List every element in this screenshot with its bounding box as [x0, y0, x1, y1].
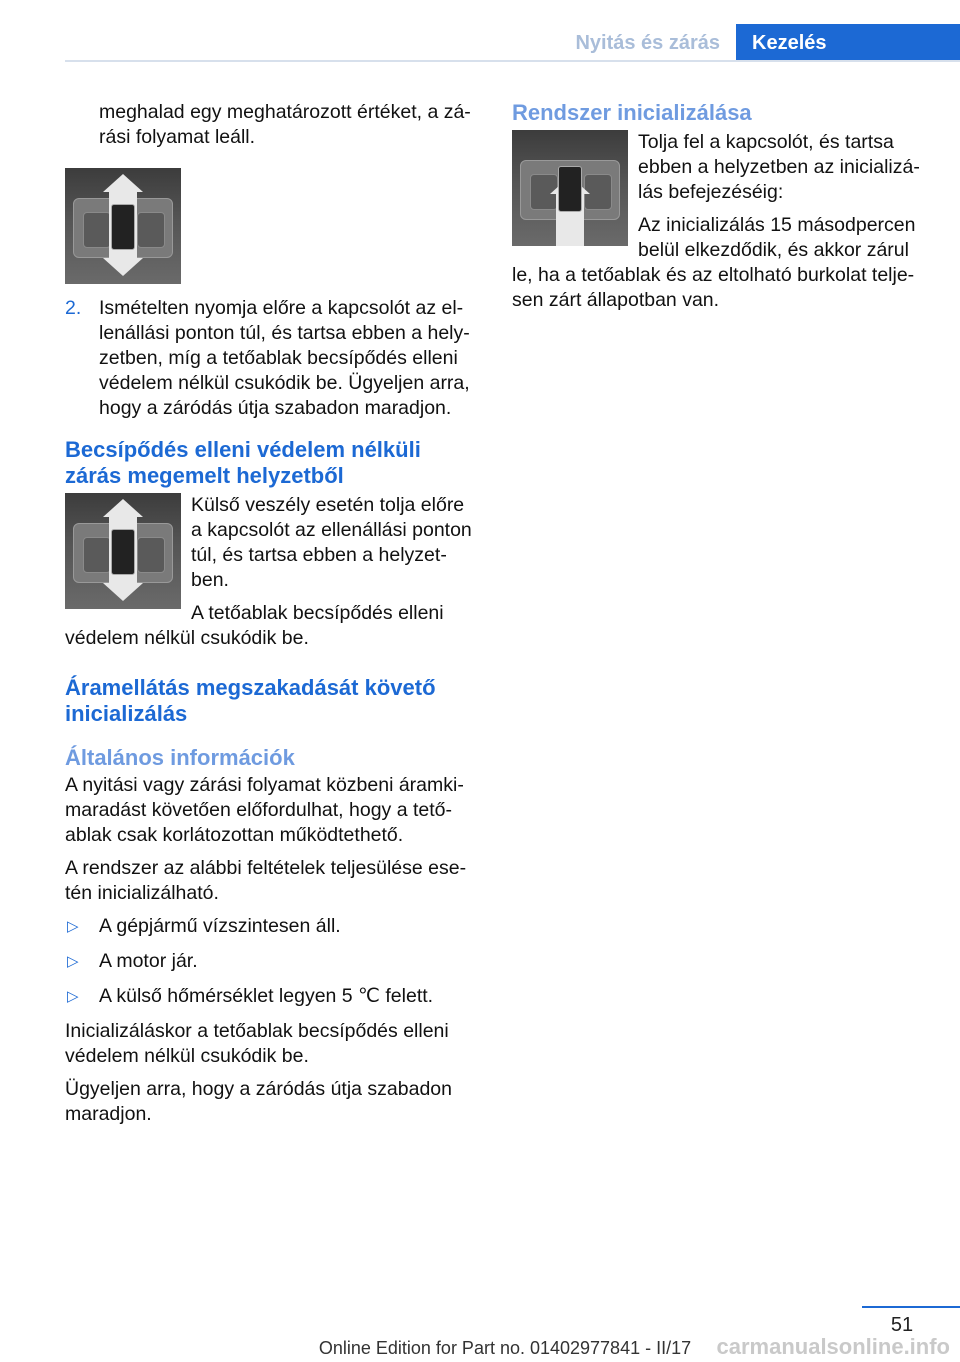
no-pinch-paragraph-2: A tetőablak becsípődés elleni védelem nélkül csukódik be.	[65, 602, 444, 649]
footer-divider	[862, 1306, 960, 1308]
intro-text: meghalad egy meghatározott értéket, a zá‐ rási folyamat leáll.	[99, 101, 471, 148]
condition-list	[65, 914, 477, 1009]
triangle-bullet-icon: ▷	[67, 918, 79, 935]
page-number: 51	[890, 1314, 914, 1336]
general-paragraph-2: A rendszer az alábbi feltételek teljesülése ese‐ tén inicializálható.	[65, 857, 467, 904]
right-column	[512, 100, 924, 321]
list-item: ▷ A külső hőmérséklet legyen 5 ℃ felett.	[67, 985, 434, 1007]
list-item: ▷ A motor jár.	[67, 950, 198, 972]
switch-up-down-illustration	[65, 493, 181, 609]
init-paragraph-1: Tolja fel a kapcsolót, és tartsa ebben a helyzetben az inicializá‐ lás befejezéséig:	[638, 131, 920, 203]
heading-general-info: Általános információk	[65, 745, 295, 770]
edition-note: Online Edition for Part no. 01402977841 - II/17	[318, 1338, 692, 1358]
header-chapter-tab: Kezelés	[736, 24, 960, 62]
step-list	[65, 296, 477, 421]
general-paragraph-3: Inicializáláskor a tetőablak becsípődés elleni védelem nélkül csukódik be.	[65, 1020, 449, 1067]
heading-no-pinch-protection: Becsípődés elleni védelem nélküli zárás megemelt helyzetből	[65, 437, 421, 488]
switch-up-down-illustration	[65, 168, 181, 284]
switch-up-illustration	[512, 130, 628, 246]
header-divider	[65, 60, 960, 62]
heading-system-init: Rendszer inicializálása	[512, 100, 752, 125]
general-paragraph-4: Ügyeljen arra, hogy a záródás útja szabadon maradjon.	[65, 1078, 452, 1125]
watermark: carmanualsonline.info	[716, 1334, 950, 1359]
triangle-bullet-icon: ▷	[67, 953, 79, 970]
left-column	[65, 100, 477, 1135]
general-paragraph-1: A nyitási vagy zárási folyamat közbeni áramki‐ maradást követően előfordulhat, hogy a tető‐ ablak csak korlátozottan működtethető.	[65, 774, 464, 846]
init-paragraph-2: Az inicializálás 15 másodpercen belül elkezdődik, és akkor zárul le, ha a tetőablak és az eltolható burkolat telje‐ sen zárt állapotban van.	[512, 214, 916, 311]
list-item: ▷ A gépjármű vízszintesen áll.	[67, 915, 341, 937]
heading-power-init: Áramellátás megszakadását követő inicializálás	[65, 675, 436, 726]
step-text: Ismételten nyomja előre a kapcsolót az el‐ lenállási ponton túl, és tartsa ebben a hely‐ zetben, míg a tetőablak becsípődés elleni védelem nélkül csukódik be. Ügyeljen arra, hogy a záródás útja szabadon maradjon.	[99, 297, 470, 419]
step-number: 2.	[65, 297, 82, 319]
no-pinch-paragraph-1: Külső veszély esetén tolja előre a kapcsolót az ellenállási ponton túl, és tartsa ebben a helyzet‐ ben.	[191, 494, 472, 591]
header-section-title: Nyitás és zárás	[575, 32, 720, 54]
step-item	[65, 296, 477, 421]
triangle-bullet-icon: ▷	[67, 988, 79, 1005]
